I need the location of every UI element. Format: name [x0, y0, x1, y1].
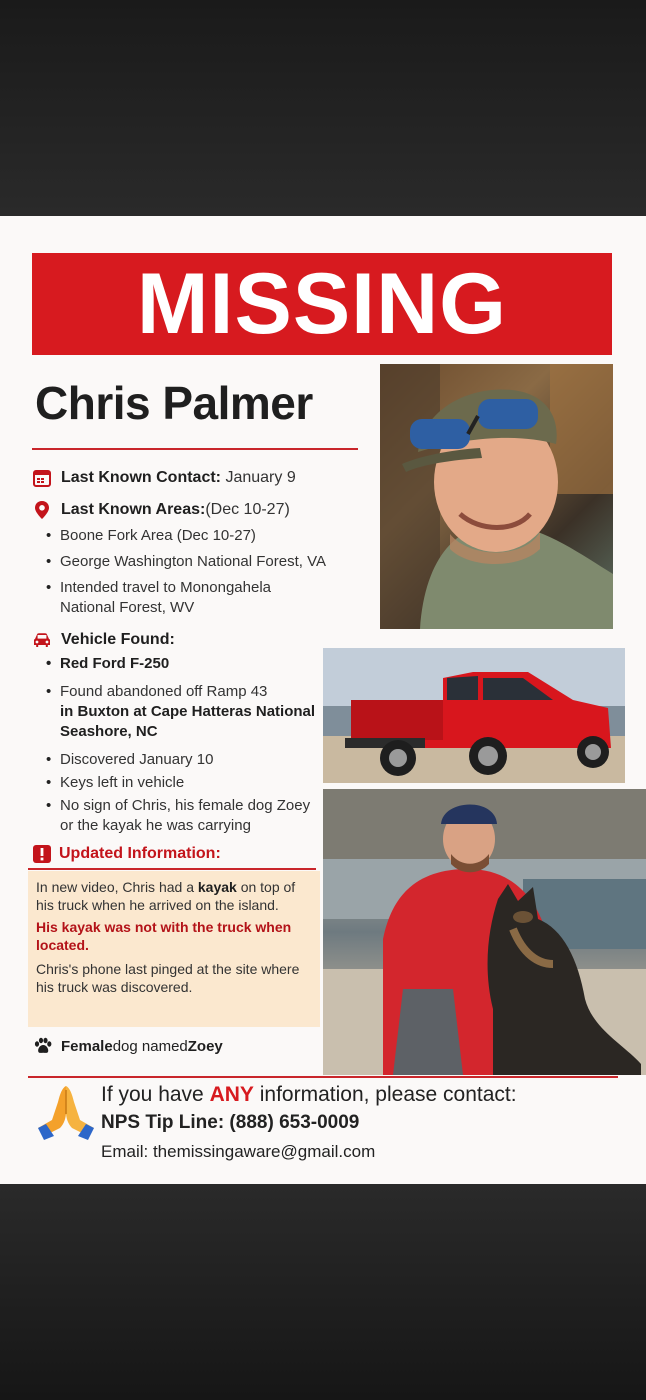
- dog-text: dog named: [112, 1037, 188, 1055]
- list-item: • Intended travel to Monongahela National Forest, WV: [46, 578, 326, 618]
- list-item: • Boone Fork Area (Dec 10-27): [46, 526, 376, 546]
- last-contact-value: January 9: [225, 469, 296, 486]
- dog-name: Zoey: [187, 1037, 223, 1055]
- banner-title: MISSING: [136, 256, 508, 352]
- vehicle-list: [46, 654, 321, 836]
- areas-list: [46, 526, 376, 618]
- list-item: [46, 682, 321, 742]
- alert-icon: [32, 844, 52, 864]
- vehicle-label: Vehicle Found:: [61, 631, 175, 648]
- list-item: • Discovered January 10: [46, 750, 321, 770]
- missing-poster: [0, 216, 646, 1184]
- contact-any: ANY: [209, 1083, 254, 1106]
- dog-label: Female: [61, 1037, 113, 1055]
- updated-text: In new video, Chris had a: [36, 879, 198, 895]
- contact-email: Email: themissingaware@gmail.com: [101, 1142, 376, 1161]
- contact-block: [101, 1082, 517, 1165]
- contact-divider: [28, 1076, 618, 1078]
- last-areas-label: Last Known Areas:: [61, 501, 206, 518]
- updated-divider: [28, 868, 316, 870]
- vehicle-row: [32, 630, 175, 650]
- list-item: • No sign of Chris, his female dog Zoey or the kayak he was carrying: [46, 796, 321, 836]
- man-with-dog-photo: [323, 789, 646, 1075]
- background-bottom: [0, 1184, 646, 1400]
- car-icon: [32, 630, 52, 650]
- updated-kayak: kayak: [197, 879, 237, 895]
- background-top: [0, 0, 646, 216]
- tip-line: NPS Tip Line: (888) 653-0009: [101, 1112, 360, 1133]
- calendar-icon: [32, 468, 52, 488]
- last-areas-value: (Dec 10-27): [205, 501, 290, 518]
- contact-text: information, please contact:: [253, 1083, 517, 1106]
- name-divider: [32, 448, 358, 450]
- updated-paragraph-1: [36, 878, 312, 914]
- last-areas-row: [32, 500, 290, 520]
- map-pin-icon: [32, 500, 52, 520]
- paw-icon: [33, 1036, 53, 1056]
- found-prefix: Found abandoned off Ramp 43: [60, 683, 268, 700]
- updated-label: Updated Information:: [59, 845, 221, 862]
- person-name: Chris Palmer: [35, 377, 313, 429]
- praying-hands-icon: [36, 1084, 96, 1140]
- last-contact-row: [32, 468, 296, 488]
- updated-text: on top of his truck when he arrived on the island.: [36, 879, 296, 913]
- updated-paragraph-2: His kayak was not with the truck when located.: [36, 919, 292, 953]
- found-location: in Buxton at Cape Hatteras National Seashore, NC: [60, 703, 316, 740]
- contact-prompt: [101, 1082, 517, 1108]
- vehicle-model: • Red Ford F-250: [46, 654, 321, 674]
- updated-header: [32, 844, 221, 864]
- list-item: • Keys left in vehicle: [46, 773, 321, 793]
- dog-row: [33, 1036, 223, 1056]
- last-contact-label: Last Known Contact:: [61, 469, 221, 486]
- truck-photo: [323, 648, 625, 783]
- list-item: • George Washington National Forest, VA: [46, 552, 376, 572]
- updated-paragraph-3: Chris's phone last pinged at the site where his truck was discovered.: [36, 961, 300, 995]
- portrait-photo: [380, 364, 613, 629]
- missing-banner: [32, 253, 612, 355]
- contact-text: If you have: [101, 1083, 210, 1106]
- updated-info-box: [28, 871, 320, 1027]
